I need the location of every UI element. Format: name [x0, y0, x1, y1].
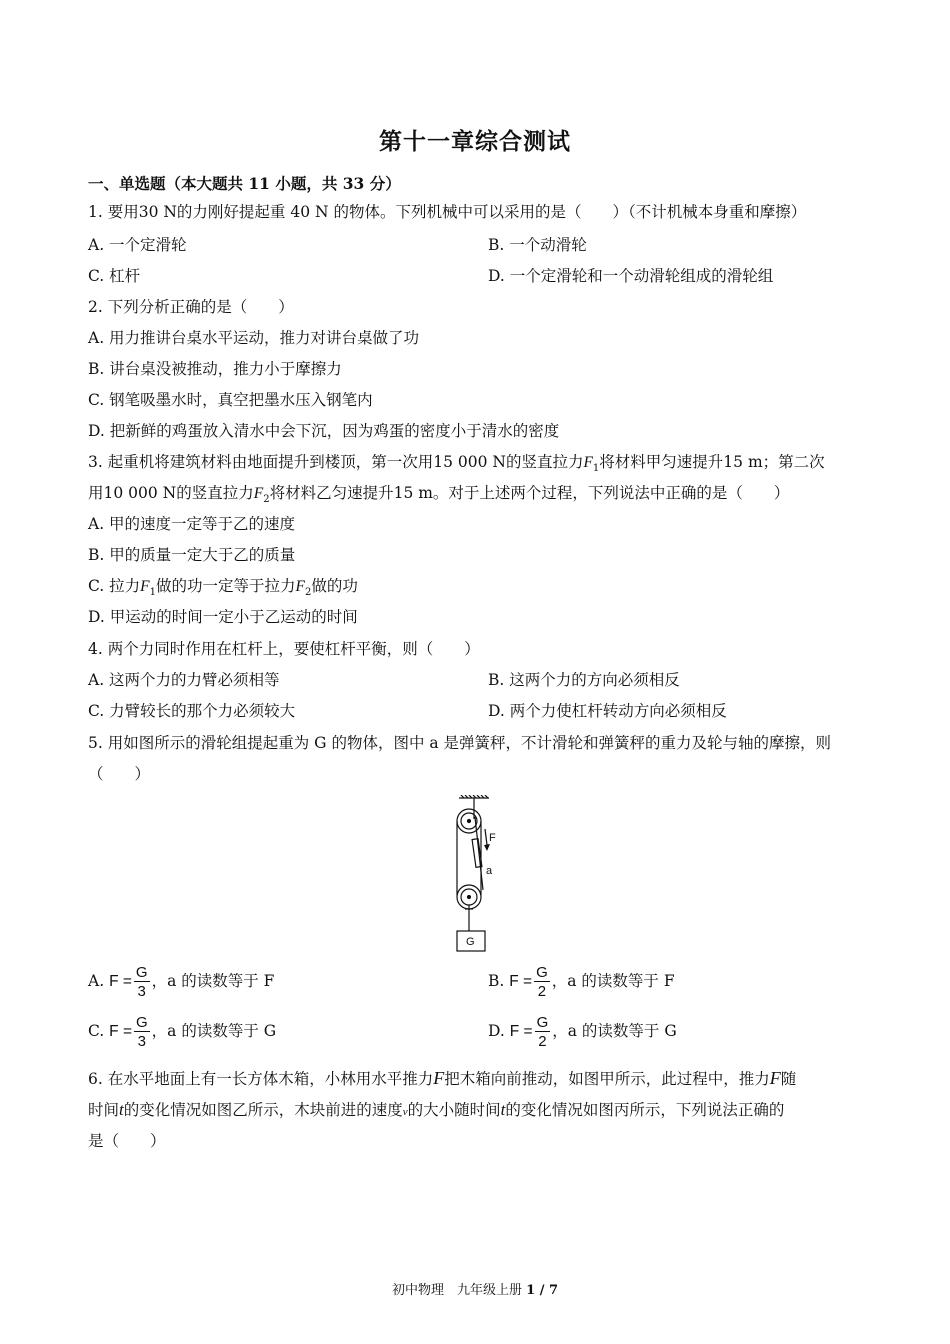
- q5-d-lhs: F =: [509, 1023, 533, 1040]
- page-title: 第十一章综合测试: [379, 128, 571, 155]
- q5-c-fraction: [134, 1015, 150, 1049]
- q3-stem-1b: 将材料甲匀速提升15 m；第二次: [599, 453, 825, 471]
- q5-b-den: 2: [537, 983, 547, 1000]
- q3-c-pre: C. 拉力: [88, 577, 141, 595]
- q6-l1c: 随: [780, 1070, 797, 1088]
- q3-f1: F: [583, 454, 593, 471]
- q5-d-fraction: [535, 1015, 551, 1049]
- q5-c-label: C.: [88, 1022, 105, 1040]
- q3-c-post: 做的功: [311, 577, 358, 595]
- q3-option-a: A. 甲的速度一定等于乙的速度: [88, 515, 296, 533]
- q6-t-2: t: [500, 1100, 506, 1119]
- q4-option-d: D. 两个力使杠杆转动方向必须相反: [488, 702, 727, 720]
- q1-option-b: B. 一个动滑轮: [488, 236, 587, 254]
- q2-option-a: A. 用力推讲台桌水平运动，推力对讲台桌做了功: [88, 329, 420, 347]
- q5-a-den: 3: [137, 983, 146, 1000]
- q6-l2a: 时间: [88, 1101, 120, 1119]
- q1-option-a: A. 一个定滑轮: [88, 236, 187, 254]
- page-footer: [0, 1279, 950, 1298]
- figure-label-g: G: [466, 936, 475, 948]
- q5-a-fraction: [134, 965, 150, 999]
- q4-option-a: A. 这两个力的力臂必须相等: [88, 671, 280, 689]
- q6-t: t: [119, 1100, 124, 1119]
- q6-l2d: 的变化情况如图丙所示，下列说法正确的: [505, 1101, 785, 1119]
- q5-option-c: [88, 1015, 276, 1049]
- q3-option-b: B. 甲的质量一定大于乙的质量: [88, 546, 296, 564]
- q1-option-d: D. 一个定滑轮和一个动滑轮组成的滑轮组: [488, 267, 774, 285]
- q5-d-label: D.: [488, 1022, 505, 1040]
- q2-option-d: D. 把新鲜的鸡蛋放入清水中会下沉，因为鸡蛋的密度小于清水的密度: [88, 422, 560, 440]
- q3-option-d: D. 甲运动的时间一定小于乙运动的时间: [88, 608, 358, 626]
- footer-text: 初中物理 九年级上册: [391, 1283, 522, 1298]
- q3-c-mid: 做的功一定等于拉力: [156, 577, 296, 595]
- q6-stem-line1: [88, 1067, 796, 1089]
- q3-c-f1: F: [140, 578, 150, 595]
- q2-stem: 2. 下列分析正确的是（ ）: [88, 298, 294, 316]
- q3-f2: F: [253, 485, 264, 502]
- q3-option-c: [88, 574, 358, 598]
- q6-f: F: [433, 1068, 445, 1088]
- q3-f1-sub: 1: [592, 463, 600, 475]
- page-number: 1 / 7: [526, 1283, 559, 1298]
- q3-c-f1-sub: 1: [149, 587, 157, 599]
- q6-v: v: [402, 1106, 408, 1118]
- q5-c-reading: ，a 的读数等于 G: [151, 1022, 277, 1040]
- q3-stem-1a: 3. 起重机将建筑材料由地面提升到楼顶，第一次用15 000 N的竖直拉力: [88, 453, 584, 471]
- q5-d-reading: ，a 的读数等于 G: [552, 1022, 677, 1040]
- q5-option-b: [488, 965, 675, 999]
- figure-label-a: a: [486, 865, 493, 877]
- q5-b-reading: ，a 的读数等于 F: [551, 972, 675, 990]
- q3-c-f2-sub: 2: [305, 587, 312, 599]
- q6-f-2: F: [769, 1068, 781, 1088]
- pulley-system-figure: [445, 795, 515, 955]
- q5-stem-paren: （ ）: [88, 765, 151, 783]
- q5-a-label: A.: [88, 972, 105, 990]
- q5-b-num: G: [536, 964, 548, 981]
- q5-b-fraction: [534, 965, 550, 999]
- q2-option-c: C. 钢笔吸墨水时，真空把墨水压入钢笔内: [88, 391, 373, 409]
- q5-d-den: 2: [538, 1033, 547, 1050]
- q1-stem: 1. 要用30 N的力刚好提起重 40 N 的物体。下列机械中可以采用的是（ ）（不计机械本身重和摩擦）: [88, 203, 807, 221]
- q6-l1a: 6. 在水平地面上有一长方体木箱，小林用水平推力: [88, 1070, 434, 1088]
- q3-stem-2a: 用10 000 N的竖直拉力: [88, 484, 254, 502]
- q5-b-lhs: F =: [509, 973, 533, 990]
- q5-c-den: 3: [137, 1033, 146, 1050]
- q6-l2c: 的大小随时间: [407, 1101, 501, 1119]
- q4-stem: 4. 两个力同时作用在杠杆上，要使杠杆平衡，则（ ）: [88, 640, 480, 658]
- q3-stem-line2: [88, 481, 789, 505]
- q6-stem-line3: 是（ ）: [88, 1132, 166, 1150]
- q1-option-c: C. 杠杆: [88, 267, 141, 285]
- q6-l2b: 的变化情况如图乙所示，木块前进的速度: [123, 1101, 403, 1119]
- q5-d-num: G: [536, 1014, 549, 1031]
- q3-stem-line1: [88, 450, 825, 474]
- q3-f2-sub: 2: [263, 494, 270, 506]
- q6-l1b: 把木箱向前推动，如图甲所示，此过程中，推力: [444, 1070, 770, 1088]
- q5-a-num: G: [135, 964, 148, 981]
- q5-a-reading: ，a 的读数等于 F: [151, 972, 275, 990]
- q5-stem: 5. 用如图所示的滑轮组提起重为 G 的物体，图中 a 是弹簧秤，不计滑轮和弹簧秤的重力及轮与轴的摩擦，则: [88, 734, 832, 752]
- q6-stem-line2: [88, 1098, 784, 1120]
- q5-c-num: G: [136, 1014, 148, 1031]
- q5-option-a: [88, 965, 274, 999]
- q3-stem-2b: 将材料乙匀速提升15 m。对于上述两个过程，下列说法中正确的是（ ）: [269, 484, 790, 502]
- section-heading: 一、单选题（本大题共 11 小题，共 33 分）: [88, 174, 401, 193]
- q4-option-c: C. 力臂较长的那个力必须较大: [88, 702, 296, 720]
- q5-c-lhs: F =: [109, 1023, 132, 1040]
- q2-option-b: B. 讲台桌没被推动，推力小于摩擦力: [88, 360, 342, 378]
- q4-option-b: B. 这两个力的方向必须相反: [488, 671, 680, 689]
- q3-c-f2: F: [295, 578, 305, 595]
- q5-option-d: [488, 1015, 677, 1049]
- figure-label-f: F: [489, 832, 496, 844]
- q5-b-label: B.: [488, 972, 505, 990]
- q5-a-lhs: F =: [109, 973, 132, 990]
